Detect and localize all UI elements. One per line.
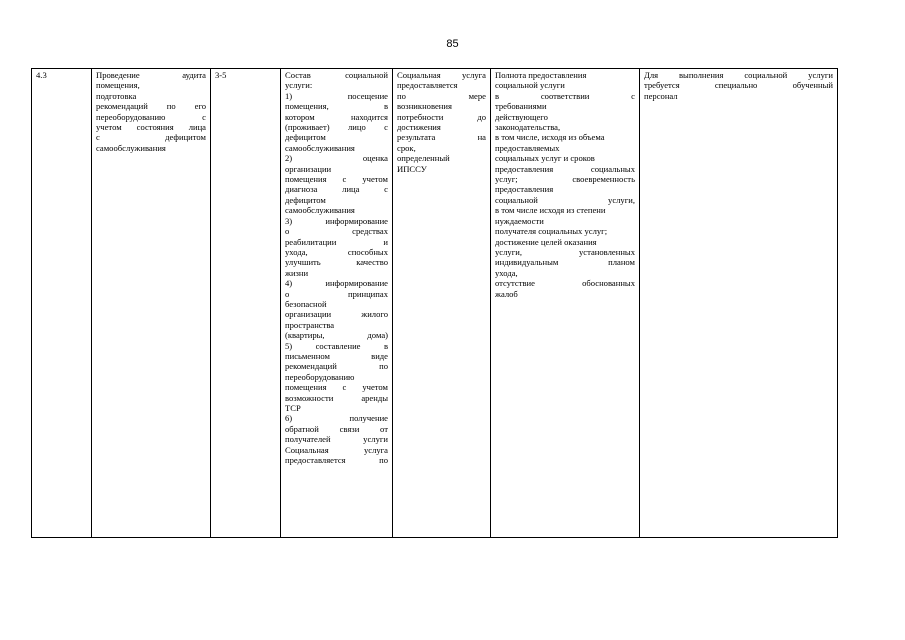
service-content-line: улучшить качество bbox=[285, 257, 388, 268]
quality-criteria-line: социальной услуги bbox=[495, 80, 565, 91]
quality-criteria-line: услуги, установленных bbox=[495, 246, 635, 257]
quality-criteria-line: услуг; своевременность bbox=[495, 174, 635, 185]
conditions-line: персонал bbox=[644, 90, 678, 101]
service-content-line: 2) оценка bbox=[285, 153, 388, 164]
service-content-line: письменном виде bbox=[285, 350, 388, 361]
service-term-line: ИПССУ bbox=[397, 163, 427, 174]
service-table bbox=[31, 68, 838, 538]
service-term-line: достижения bbox=[397, 122, 441, 133]
service-content-line: предоставляется по bbox=[285, 455, 388, 466]
service-content-cell bbox=[281, 69, 393, 538]
quality-criteria-line: в том числе исходя из степени bbox=[495, 205, 606, 216]
timing-value: 3-5 bbox=[215, 70, 227, 80]
conditions-cell bbox=[640, 69, 838, 538]
service-content-line: самообслуживания bbox=[285, 142, 355, 153]
quality-criteria-line: предоставления bbox=[495, 184, 554, 195]
quality-criteria-line: в том числе, исходя из объема bbox=[495, 132, 605, 143]
quality-criteria-line: законодательства, bbox=[495, 122, 561, 133]
service-term-line: результата на bbox=[397, 132, 486, 143]
service-content-line: услуги: bbox=[285, 80, 313, 91]
service-content-line: самообслуживания bbox=[285, 205, 355, 216]
service-content-line: Состав социальной bbox=[285, 70, 388, 80]
service-content-line: организации жилого bbox=[285, 309, 388, 320]
service-content-line: (квартиры, дома) bbox=[285, 330, 388, 341]
service-content-line: помещения с учетом bbox=[285, 174, 388, 185]
service-content-line: переоборудованию bbox=[285, 371, 355, 382]
service-content-line: 1) посещение bbox=[285, 90, 388, 101]
timing-cell bbox=[211, 69, 281, 538]
service-name-line: учетом состояния лица bbox=[96, 122, 206, 133]
service-content-line: помещения с учетом bbox=[285, 382, 388, 393]
service-content-line: 4) информирование bbox=[285, 278, 388, 289]
service-name-line: подготовка bbox=[96, 90, 137, 101]
quality-criteria-line: в соответствии с bbox=[495, 90, 635, 101]
service-term-line: по мере bbox=[397, 90, 486, 101]
service-term-cell bbox=[393, 69, 491, 538]
row-number-cell bbox=[32, 69, 92, 538]
service-content-line: о принципах bbox=[285, 288, 388, 299]
service-content-line: возможности аренды bbox=[285, 392, 388, 403]
service-content-line: дефицитом bbox=[285, 194, 326, 205]
service-content-line: жизни bbox=[285, 267, 309, 278]
quality-criteria-line: предоставляемых bbox=[495, 142, 560, 153]
quality-criteria-line: Полнота предоставления bbox=[495, 70, 587, 80]
service-content-line: котором находится bbox=[285, 111, 388, 122]
service-content-line: Социальная услуга bbox=[285, 444, 388, 455]
quality-criteria-line: индивидуальным планом bbox=[495, 257, 635, 268]
service-content-line: диагноза лица с bbox=[285, 184, 388, 195]
service-content-line: о средствах bbox=[285, 226, 388, 237]
service-name-line: Проведение аудита bbox=[96, 70, 206, 80]
service-content-line: 6) получение bbox=[285, 413, 388, 424]
service-name-line: рекомендаций по его bbox=[96, 101, 206, 112]
quality-criteria-line: предоставления социальных bbox=[495, 163, 635, 174]
service-content-line: (проживает) лицо с bbox=[285, 122, 388, 133]
conditions-line: Для выполнения социальной услуги bbox=[644, 70, 833, 80]
row-number: 4.3 bbox=[36, 70, 47, 80]
service-content-line: ухода, способных bbox=[285, 246, 388, 257]
service-content-line: организации bbox=[285, 163, 332, 174]
service-content-line: реабилитации и bbox=[285, 236, 388, 247]
table-row bbox=[32, 69, 838, 538]
service-name-line: переоборудованию с bbox=[96, 111, 206, 122]
quality-criteria-line: жалоб bbox=[495, 288, 518, 299]
quality-criteria-line: достижение целей оказания bbox=[495, 236, 597, 247]
service-content-line: помещения, в bbox=[285, 101, 388, 112]
quality-criteria-line: нуждаемости bbox=[495, 215, 544, 226]
service-content-line: 5) составление в bbox=[285, 340, 388, 351]
service-term-line: потребности до bbox=[397, 111, 486, 122]
quality-criteria-line: отсутствие обоснованных bbox=[495, 278, 635, 289]
quality-criteria-line: социальных услуг и сроков bbox=[495, 153, 595, 164]
service-content-line: ТСР bbox=[285, 403, 301, 413]
conditions-line: требуется специально обученный bbox=[644, 80, 833, 91]
page-number: 85 bbox=[446, 38, 459, 50]
service-name-line: самообслуживания bbox=[96, 142, 166, 153]
service-content-line: обратной связи от bbox=[285, 423, 388, 434]
service-content-line: рекомендаций по bbox=[285, 361, 388, 372]
service-term-line: определенный bbox=[397, 153, 450, 164]
service-name-line: с дефицитом bbox=[96, 132, 206, 143]
service-term-line: срок, bbox=[397, 142, 416, 153]
quality-criteria-line: требованиями bbox=[495, 101, 547, 112]
service-content-line: безопасной bbox=[285, 298, 327, 309]
quality-criteria-line: ухода, bbox=[495, 267, 518, 278]
service-term-line: Социальная услуга bbox=[397, 70, 486, 80]
quality-criteria-cell bbox=[491, 69, 640, 538]
service-term-line: предоставляется bbox=[397, 80, 458, 91]
service-name-line: помещения, bbox=[96, 80, 140, 91]
service-content-line: пространства bbox=[285, 319, 335, 330]
service-term-line: возникновения bbox=[397, 101, 452, 112]
quality-criteria-line: действующего bbox=[495, 111, 548, 122]
quality-criteria-line: получателя социальных услуг; bbox=[495, 226, 608, 237]
quality-criteria-line: социальной услуги, bbox=[495, 194, 635, 205]
service-content-line: получателей услуги bbox=[285, 434, 388, 445]
service-content-line: 3) информирование bbox=[285, 215, 388, 226]
service-content-line: дефицитом bbox=[285, 132, 326, 143]
service-name-cell bbox=[92, 69, 211, 538]
